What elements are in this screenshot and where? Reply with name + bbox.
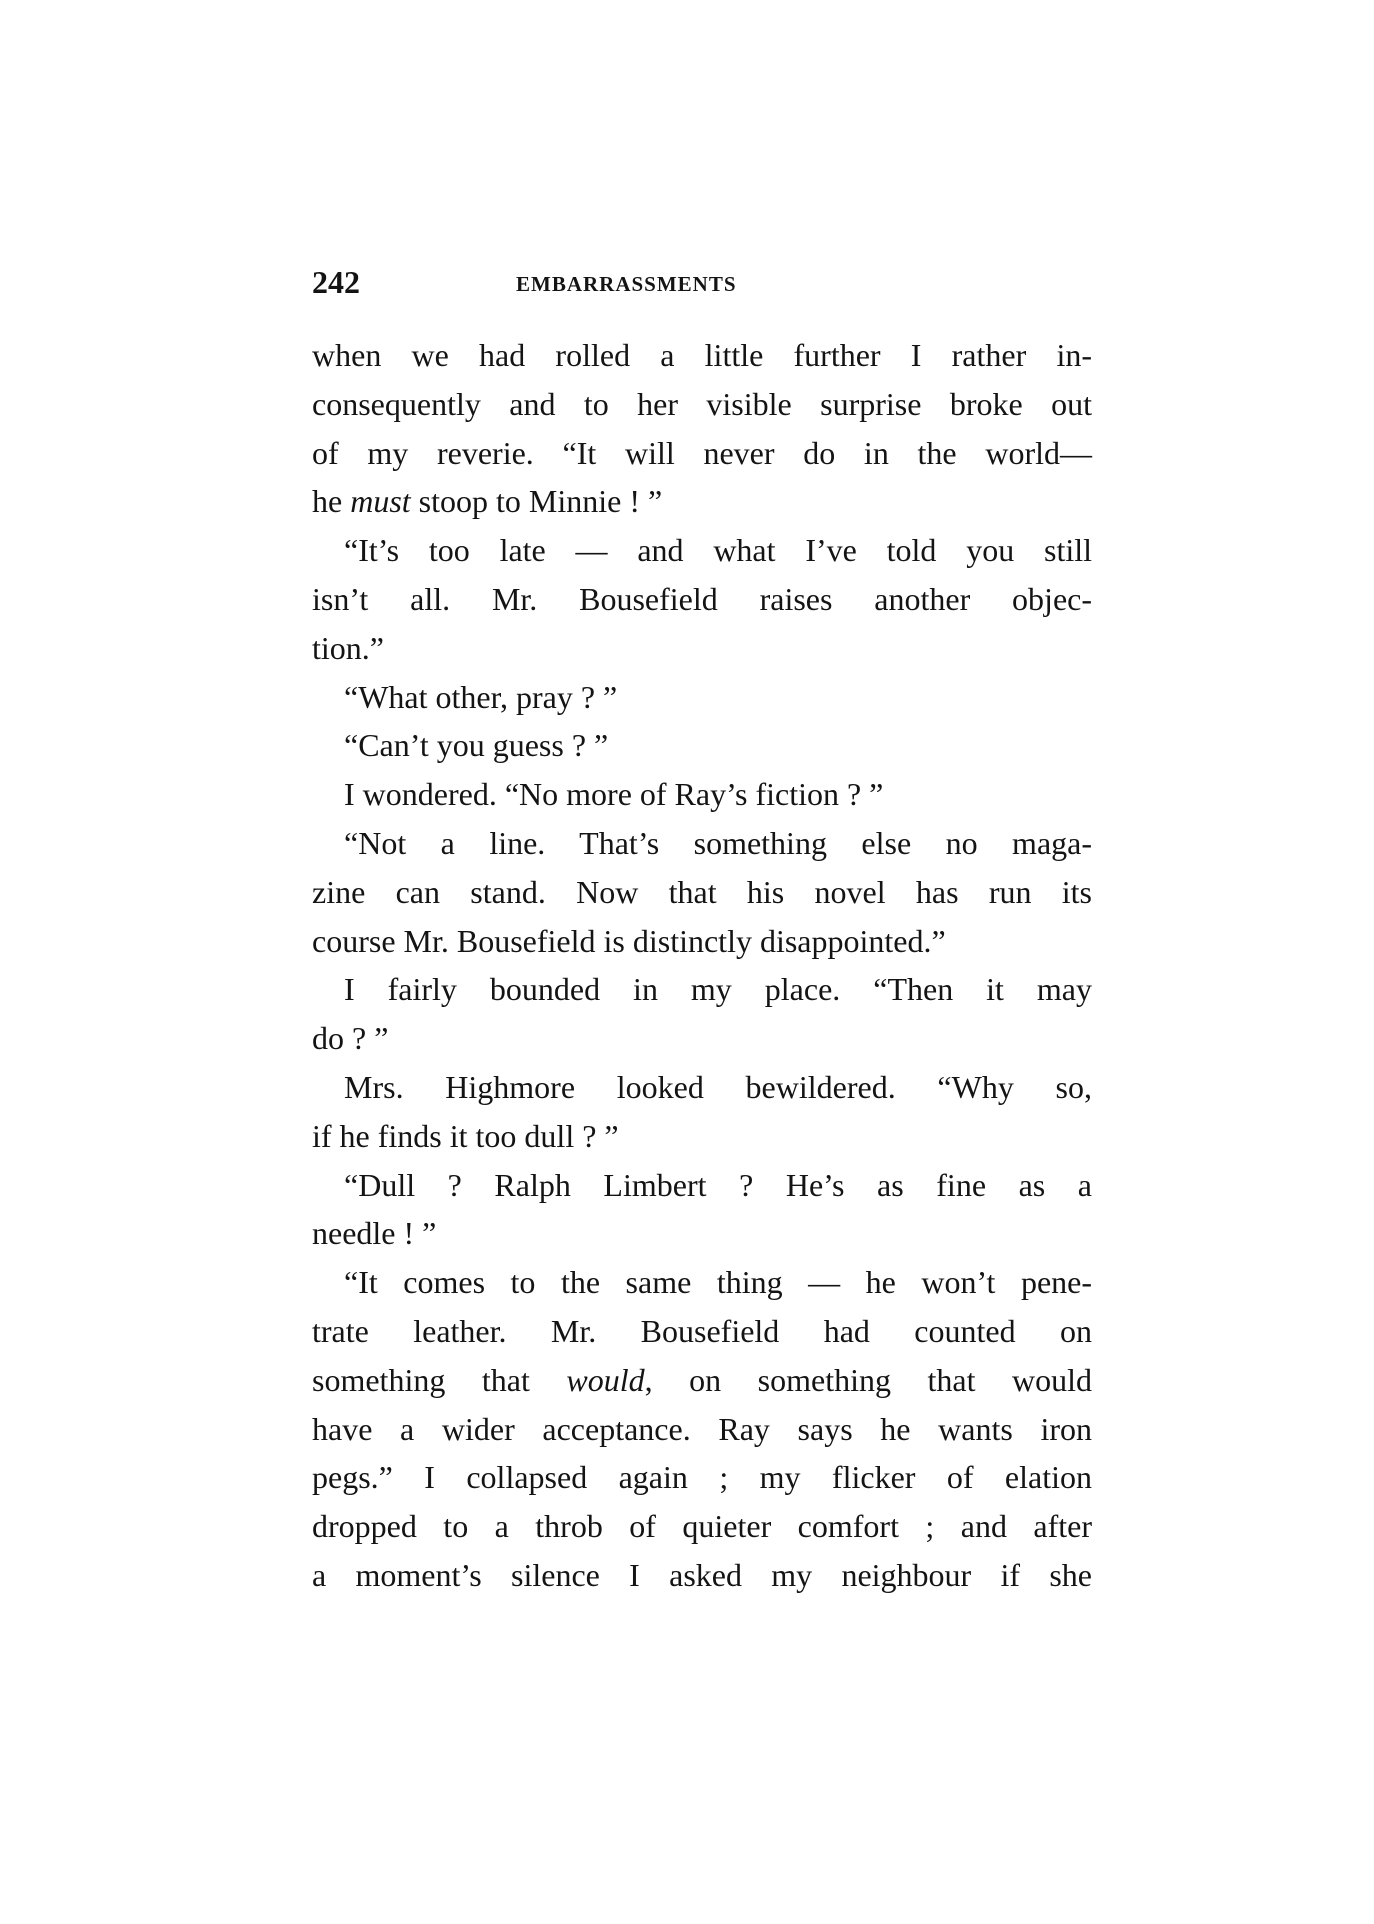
text-line-part: , on something that would xyxy=(644,1361,1092,1398)
text-line: dropped to a throb of quieter comfort ; and after xyxy=(312,1508,1092,1545)
text-line: “Not a line. That’s something else no maga- xyxy=(344,824,1092,861)
text-line-part: stoop to Minnie ! ” xyxy=(410,483,663,520)
page-header xyxy=(312,262,1092,302)
text-line: zine can stand. Now that his novel has run its xyxy=(312,873,1092,910)
page-number: 242 xyxy=(312,264,360,300)
text-line: I wondered. “No more of Ray’s fiction ? ” xyxy=(344,776,884,813)
text-line: trate leather. Mr. Bousefield had counted on xyxy=(312,1312,1092,1349)
text-line: pegs.” I collapsed again ; my flicker of elation xyxy=(312,1459,1092,1496)
text-line xyxy=(312,477,1092,526)
text-line: do ? ” xyxy=(312,1020,389,1057)
text-line: when we had rolled a little further I rather in- xyxy=(312,337,1092,373)
italic-emphasis: would xyxy=(566,1361,645,1398)
italic-emphasis: must xyxy=(350,483,411,520)
text-line: if he finds it too dull ? ” xyxy=(312,1117,619,1154)
text-line xyxy=(312,1356,1092,1405)
text-line: Mrs. Highmore looked bewildered. “Why so, xyxy=(344,1068,1092,1105)
body-text xyxy=(312,331,1092,1600)
text-line: “It comes to the same thing — he won’t pene- xyxy=(344,1264,1092,1301)
text-line: needle ! ” xyxy=(312,1215,437,1252)
text-line: have a wider acceptance. Ray says he wants iron xyxy=(312,1410,1092,1447)
running-head: EMBARRASSMENTS xyxy=(516,272,737,296)
text-line: course Mr. Bousefield is distinctly disappointed.” xyxy=(312,922,946,959)
text-line: a moment’s silence I asked my neighbour if she xyxy=(312,1556,1092,1593)
text-line: I fairly bounded in my place. “Then it may xyxy=(344,971,1092,1008)
text-line: isn’t all. Mr. Bousefield raises another objec- xyxy=(312,580,1092,617)
text-line: consequently and to her visible surprise broke out xyxy=(312,385,1092,422)
text-line: “Can’t you guess ? ” xyxy=(344,727,609,764)
text-line: “It’s too late — and what I’ve told you still xyxy=(344,532,1092,569)
text-line: “Dull ? Ralph Limbert ? He’s as fine as a xyxy=(344,1166,1092,1203)
text-line-part: he xyxy=(312,483,351,520)
text-line: of my reverie. “It will never do in the world— xyxy=(312,434,1092,471)
text-line-part: something that xyxy=(312,1361,567,1398)
text-line: “What other, pray ? ” xyxy=(344,678,618,715)
text-line: tion.” xyxy=(312,629,384,666)
